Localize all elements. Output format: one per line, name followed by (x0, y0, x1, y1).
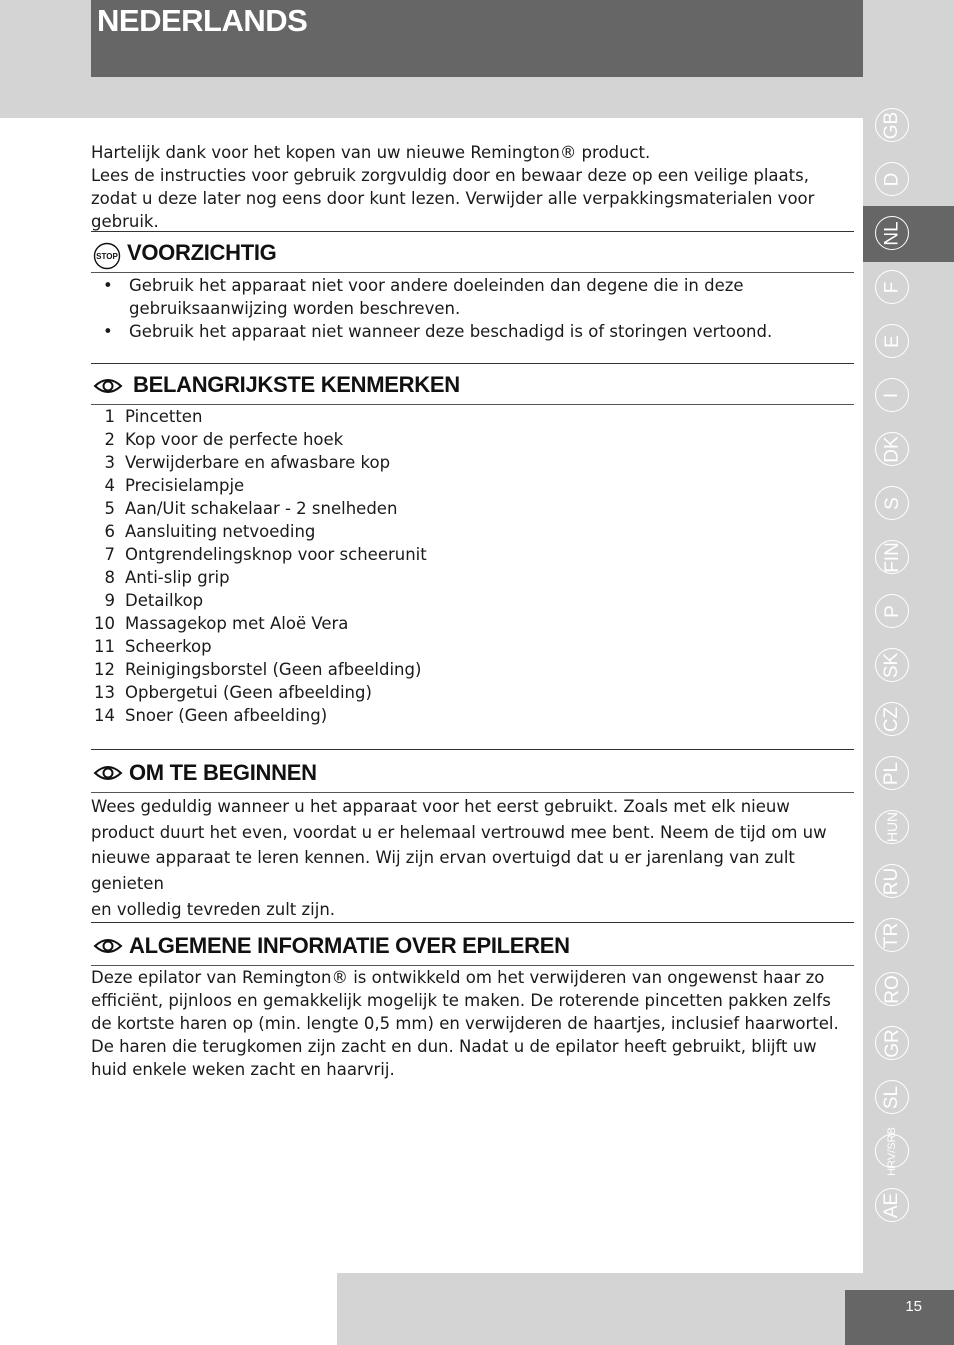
page-number-box (845, 1290, 954, 1345)
tab-gr[interactable] (863, 1016, 954, 1072)
tab-circle: GB (875, 108, 909, 142)
list-item: 9 Detailkop (104, 591, 204, 610)
tab-cz[interactable] (863, 692, 954, 748)
tab-circle: CZ (875, 702, 909, 736)
features-heading: BELANGRIJKSTE KENMERKEN (133, 372, 460, 397)
tab-circle: NL (875, 216, 909, 250)
intro (91, 141, 854, 233)
list-item: 4 Precisielampje (104, 476, 245, 495)
tab-i[interactable] (863, 368, 954, 424)
header-bar (91, 0, 863, 77)
start-paragraph: Wees geduldig wanneer u het apparaat voor het eerst gebruikt. Zoals met elk nieuw product duurt het even, voordat u er helemaal vertrouwd mee bent. Neem de tijd om uw nieuwe apparaat te leren kennen. Wij zijn ervan overtuigd dat u er jarenlang van zult genieten en volledig tevreden zult zijn. (91, 797, 827, 919)
intro-line-1: Hartelijk dank voor het kopen van uw nieuwe Remington® product. (91, 143, 651, 162)
caution-list (91, 274, 854, 343)
tab-circle: RU (875, 864, 909, 898)
tab-circle: SL (875, 1080, 909, 1114)
tab-circle: D (875, 162, 909, 196)
tab-circle: S (875, 486, 909, 520)
tab-fin[interactable] (863, 530, 954, 586)
intro-line-2: Lees de instructies voor gebruik zorgvuldig door en bewaar deze op een veilige plaats, zodat u deze later nog eens door kunt lezen. Verwijder alle verpakkingsmaterialen voor gebruik. (91, 166, 815, 231)
info-heading: ALGEMENE INFORMATIE OVER EPILEREN (129, 933, 570, 958)
tab-circle: P (875, 594, 909, 628)
tab-d[interactable] (863, 152, 954, 208)
eye-icon (93, 934, 123, 962)
list-item: 3 Verwijderbare en afwasbare kop (104, 453, 391, 472)
stop-icon (93, 242, 121, 274)
info-paragraph: Deze epilator van Remington® is ontwikkeld om het verwijderen van ongewenst haar zo efficiënt, pijnloos en gemakkelijk mogelijk te maken. De roterende pincetten pakken zelfs de kortste haren op (min. lengte 0,5 mm) en verwijderen de haartjes, inclusief haarwortel. De haren die terugkomen zijn zacht en dun. Nadat u de epilator heeft gebruikt, blijft uw huid enkele weken zacht en haarvrij. (91, 968, 839, 1079)
list-item: • Gebruik het apparaat niet voor andere doeleinden dan degene die in deze gebruiksaanwijzing worden beschreven. (91, 274, 854, 320)
list-item: 6 Aansluiting netvoeding (104, 522, 316, 541)
list-item: 10 Massagekop met Aloë Vera (94, 614, 349, 633)
list-item: 1 Pincetten (104, 407, 203, 426)
page-number: 15 (905, 1298, 922, 1315)
eye-icon (93, 761, 123, 789)
tab-circle: HRV/SRB (875, 1134, 909, 1168)
svg-text:STOP: STOP (96, 252, 118, 261)
tab-circle: GR (875, 1026, 909, 1060)
section-heading (91, 363, 854, 405)
list-item: 11 Scheerkop (94, 637, 212, 656)
tab-nl[interactable] (863, 206, 954, 262)
tab-f[interactable] (863, 260, 954, 316)
tab-tr[interactable] (863, 908, 954, 964)
tab-gb[interactable] (863, 98, 954, 154)
list-item: 8 Anti-slip grip (104, 568, 230, 587)
tab-e[interactable] (863, 314, 954, 370)
tab-hun[interactable] (863, 800, 954, 856)
list-item: 13 Opbergetui (Geen afbeelding) (94, 683, 372, 702)
tab-sl[interactable] (863, 1070, 954, 1126)
tab-circle: AE (875, 1188, 909, 1222)
list-item: 7 Ontgrendelingsknop voor scheerunit (104, 545, 427, 564)
tab-circle: PL (875, 756, 909, 790)
list-item: 14 Snoer (Geen afbeelding) (94, 706, 328, 725)
list-item: 12 Reinigingsborstel (Geen afbeelding) (94, 660, 422, 679)
section-heading (91, 749, 854, 793)
list-item: 5 Aan/Uit schakelaar - 2 snelheden (104, 499, 398, 518)
start-heading: OM TE BEGINNEN (129, 760, 317, 785)
page-title: NEDERLANDS (97, 3, 308, 38)
section-getting-started (91, 749, 854, 923)
tab-circle: SK (875, 648, 909, 682)
tab-circle: F (875, 270, 909, 304)
tab-circle: RO (875, 972, 909, 1006)
tab-ro[interactable] (863, 962, 954, 1018)
tab-ae[interactable] (863, 1178, 954, 1234)
tab-circle: I (875, 378, 909, 412)
tab-dk[interactable] (863, 422, 954, 478)
tab-circle: TR (875, 918, 909, 952)
tab-circle: HUN (875, 810, 909, 844)
tab-circle: FIN (875, 540, 909, 574)
features-list (91, 405, 854, 727)
tab-hrv-srb[interactable] (863, 1124, 954, 1180)
tab-circle: E (875, 324, 909, 358)
section-general-info (91, 922, 854, 1081)
section-features (91, 363, 854, 727)
tab-circle: DK (875, 432, 909, 466)
eye-icon (93, 374, 123, 402)
list-item: 2 Kop voor de perfecte hoek (104, 430, 344, 449)
section-heading (91, 922, 854, 966)
list-item: • Gebruik het apparaat niet wanneer deze beschadigd is of storingen vertoond. (91, 320, 854, 343)
tab-s[interactable] (863, 476, 954, 532)
tab-ru[interactable] (863, 854, 954, 910)
section-heading (91, 231, 854, 273)
caution-heading: VOORZICHTIG (127, 240, 277, 265)
tab-p[interactable] (863, 584, 954, 640)
section-caution (91, 231, 854, 343)
tab-sk[interactable] (863, 638, 954, 694)
tab-pl[interactable] (863, 746, 954, 802)
